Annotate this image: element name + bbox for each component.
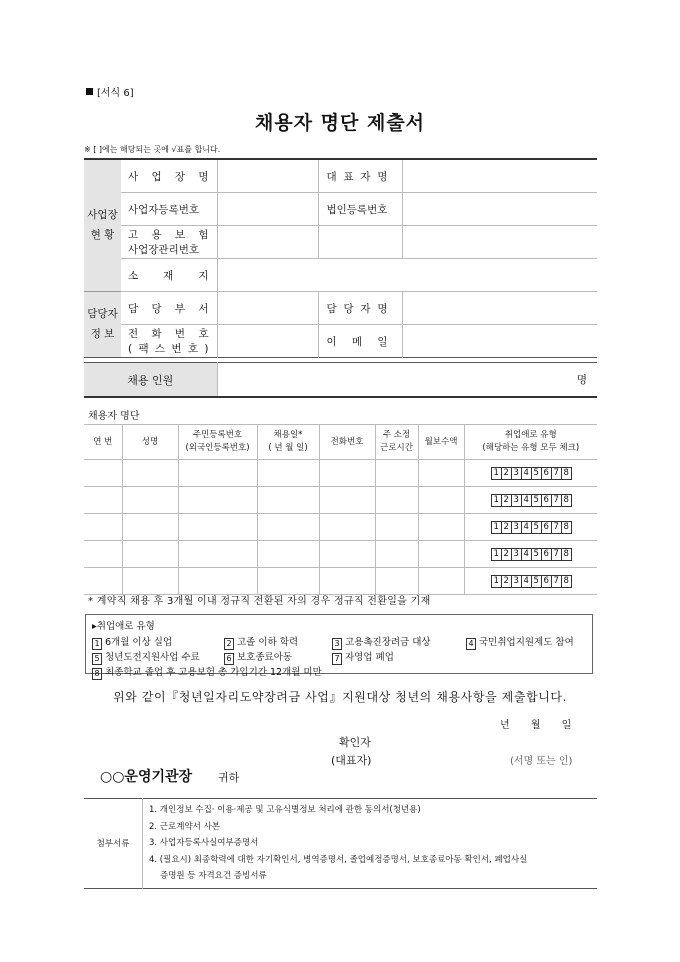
type-item: 1 6개월 이상 실업 xyxy=(92,634,172,650)
type-checkbox[interactable]: 6 xyxy=(541,521,552,534)
attachment-item: 1. 개인정보 수집· 이용·제공 및 고유식별정보 처리에 관한 동의서(청년용) xyxy=(149,805,421,815)
address-label: 소 재 지 xyxy=(121,259,217,292)
list-cell[interactable] xyxy=(418,460,464,487)
header-monthly-pay: 월보수액 xyxy=(418,425,464,460)
attachments-table xyxy=(84,798,597,889)
recipient: ○○운영기관장 xyxy=(100,769,193,785)
list-cell[interactable] xyxy=(84,460,122,487)
type-checkbox-cell[interactable] xyxy=(464,487,597,514)
type-item: 7 자영업 폐업 xyxy=(332,649,394,665)
phone-fax-field[interactable] xyxy=(217,325,318,358)
ceo-name-field[interactable] xyxy=(402,159,597,193)
header-serial: 연 번 xyxy=(84,425,122,460)
list-cell[interactable] xyxy=(319,568,375,595)
table-row xyxy=(84,514,597,541)
list-cell[interactable] xyxy=(122,487,178,514)
department-label: 담 당 부 서 xyxy=(121,292,217,325)
type-checkbox[interactable]: 4 xyxy=(521,575,532,588)
type-checkbox[interactable]: 2 xyxy=(501,548,512,561)
type-checkbox[interactable]: 5 xyxy=(531,467,542,480)
confirmer-label: 확인자 xyxy=(339,736,371,749)
attachment-item: 4. (필요시) 최종학력에 대한 자기확인서, 병역증명서, 졸업예정증명서, 보호종료아동 확인서, 폐업사실 xyxy=(149,854,528,865)
type-checkbox[interactable]: 3 xyxy=(511,575,522,588)
list-cell[interactable] xyxy=(319,460,375,487)
type-checkbox[interactable]: 7 xyxy=(551,467,562,480)
insurance-mgmt-no-field[interactable] xyxy=(217,226,318,259)
list-cell[interactable] xyxy=(257,568,319,595)
email-field[interactable] xyxy=(402,325,597,358)
type-checkbox[interactable]: 2 xyxy=(501,467,512,480)
email-label: 이 메 일 xyxy=(318,325,402,358)
business-name-field[interactable] xyxy=(217,159,318,193)
type-checkbox[interactable]: 8 xyxy=(561,467,572,480)
hire-count-unit: 명 xyxy=(576,374,587,386)
list-cell[interactable] xyxy=(84,568,122,595)
type-item: 8 최종학교 졸업 후 고용보험 총 가입기간 12개월 미만 xyxy=(92,664,322,680)
type-item: 2 고졸 이하 학력 xyxy=(224,634,298,650)
type-checkbox[interactable]: 5 xyxy=(531,575,542,588)
list-cell[interactable] xyxy=(418,487,464,514)
type-checkbox[interactable]: 8 xyxy=(561,548,572,561)
list-cell[interactable] xyxy=(375,460,418,487)
table-row xyxy=(84,460,597,487)
type-checkbox[interactable]: 5 xyxy=(531,494,542,507)
type-checkbox[interactable]: 6 xyxy=(541,575,552,588)
type-checkbox[interactable]: 5 xyxy=(531,521,542,534)
type-checkbox[interactable]: 4 xyxy=(521,494,532,507)
list-cell[interactable] xyxy=(122,460,178,487)
type-checkbox[interactable]: 8 xyxy=(561,494,572,507)
list-cell[interactable] xyxy=(375,514,418,541)
type-checkbox[interactable]: 8 xyxy=(561,521,572,534)
business-reg-no-field[interactable] xyxy=(217,193,318,226)
type-checkbox[interactable]: 2 xyxy=(501,494,512,507)
corp-reg-no-field[interactable] xyxy=(402,193,597,226)
table-row xyxy=(84,541,597,568)
type-checkbox-cell[interactable] xyxy=(464,460,597,487)
list-cell[interactable] xyxy=(178,460,257,487)
type-checkbox[interactable]: 4 xyxy=(521,521,532,534)
list-cell[interactable] xyxy=(122,514,178,541)
type-checkbox[interactable]: 7 xyxy=(551,521,562,534)
hire-list-table xyxy=(84,424,597,595)
type-item: 6 보호종료아동 xyxy=(224,649,292,665)
empty-cell xyxy=(318,226,402,259)
list-cell[interactable] xyxy=(257,487,319,514)
list-cell[interactable] xyxy=(257,541,319,568)
type-checkbox[interactable]: 5 xyxy=(531,548,542,561)
list-cell[interactable] xyxy=(84,487,122,514)
form-number xyxy=(86,84,134,99)
type-checkbox[interactable]: 4 xyxy=(521,548,532,561)
business-reg-no-label: 사업자등록번호 xyxy=(121,193,217,226)
list-cell[interactable] xyxy=(375,487,418,514)
manager-name-label: 담 당 자 명 xyxy=(318,292,402,325)
list-cell[interactable] xyxy=(418,541,464,568)
list-cell[interactable] xyxy=(122,568,178,595)
list-cell[interactable] xyxy=(178,487,257,514)
type-checkbox[interactable]: 1 xyxy=(491,494,502,507)
list-cell[interactable] xyxy=(122,541,178,568)
header-difficulty-type: 취업애로 유형 (해당하는 유형 모두 체크) xyxy=(464,425,597,460)
type-checkbox[interactable]: 7 xyxy=(551,494,562,507)
type-checkbox[interactable]: 7 xyxy=(551,575,562,588)
type-item: 3 고용촉진장려금 대상 xyxy=(332,634,431,650)
list-cell[interactable] xyxy=(84,514,122,541)
form-number-text: [서식 6] xyxy=(97,88,134,99)
attachments-list xyxy=(143,799,598,889)
type-checkbox-cell[interactable] xyxy=(464,541,597,568)
type-checkboxes[interactable] xyxy=(491,494,571,507)
type-checkbox[interactable]: 1 xyxy=(491,467,502,480)
header-phone: 전화번호 xyxy=(319,425,375,460)
table-row xyxy=(84,568,597,595)
type-checkbox[interactable]: 8 xyxy=(561,575,572,588)
hire-count-label: 채용 인원 xyxy=(84,363,217,398)
page-title: 채용자 명단 제출서 xyxy=(254,112,426,134)
type-item: 4 국민취업지원제도 참여 xyxy=(466,634,574,650)
phone-fax-label: 전 화 번 호 ( 팩 스 번 호 ) xyxy=(121,325,217,358)
header-hire-date: 채용일* ( 년 월 일) xyxy=(257,425,319,460)
list-cell[interactable] xyxy=(257,514,319,541)
type-checkboxes[interactable] xyxy=(491,548,571,561)
attachment-item: 증명원 등 자격요건 증빙서류 xyxy=(160,871,267,881)
type-checkbox-cell[interactable] xyxy=(464,568,597,595)
address-field[interactable] xyxy=(217,259,597,292)
header-resident-no: 주민등록번호 (외국인등록번호) xyxy=(178,425,257,460)
list-cell[interactable] xyxy=(319,541,375,568)
workplace-group-label: 사업장 현 황 xyxy=(84,159,121,292)
attachments-label: 첨부서류 xyxy=(84,799,143,889)
type-checkbox-cell[interactable] xyxy=(464,514,597,541)
type-heading: ▸취업애로 유형 xyxy=(92,621,155,632)
header-work-hours: 주 소정 근로시간 xyxy=(375,425,418,460)
list-cell[interactable] xyxy=(418,514,464,541)
business-name-label: 사 업 장 명 xyxy=(128,170,209,183)
list-cell[interactable] xyxy=(257,460,319,487)
footnote: * 계약직 채용 후 3개월 이내 정규직 전환된 자의 경우 정규직 전환일을 기재 xyxy=(88,596,431,607)
type-checkbox[interactable]: 3 xyxy=(511,521,522,534)
difficulty-type-box xyxy=(85,614,593,678)
check-note: ※ [ ]에는 해당되는 곳에 √표를 합니다. xyxy=(84,145,221,154)
attachment-item: 3. 사업자등록사실여부증명서 xyxy=(149,838,259,848)
corp-reg-no-label: 법인등록번호 xyxy=(318,193,402,226)
workplace-info-table xyxy=(84,158,597,358)
type-checkboxes[interactable] xyxy=(491,467,571,480)
type-checkbox[interactable]: 3 xyxy=(511,548,522,561)
type-checkbox[interactable]: 6 xyxy=(541,467,552,480)
list-cell[interactable] xyxy=(178,541,257,568)
type-checkboxes[interactable] xyxy=(491,521,571,534)
type-checkbox[interactable]: 2 xyxy=(501,521,512,534)
type-checkbox[interactable]: 4 xyxy=(521,467,532,480)
type-checkbox[interactable]: 3 xyxy=(511,494,522,507)
table-row xyxy=(84,487,597,514)
empty-cell xyxy=(402,226,597,259)
list-cell[interactable] xyxy=(319,487,375,514)
manager-group-label: 담당자 정 보 xyxy=(84,292,121,358)
list-cell[interactable] xyxy=(319,514,375,541)
hire-count-field[interactable] xyxy=(217,363,597,398)
hire-count-table xyxy=(84,362,597,398)
list-cell[interactable] xyxy=(375,568,418,595)
representative-label: (대표자) xyxy=(331,754,372,767)
list-cell[interactable] xyxy=(178,568,257,595)
square-bullet-icon xyxy=(86,88,93,95)
type-item: 5 청년도전지원사업 수료 xyxy=(92,649,200,665)
date-line[interactable]: 년 월 일 xyxy=(500,720,572,731)
type-checkbox[interactable]: 6 xyxy=(541,494,552,507)
header-name: 성명 xyxy=(122,425,178,460)
list-cell[interactable] xyxy=(178,514,257,541)
manager-name-field[interactable] xyxy=(402,292,597,325)
list-cell[interactable] xyxy=(84,541,122,568)
type-checkbox[interactable]: 6 xyxy=(541,548,552,561)
list-cell[interactable] xyxy=(375,541,418,568)
department-field[interactable] xyxy=(217,292,318,325)
type-checkboxes[interactable] xyxy=(491,575,571,588)
insurance-mgmt-no-label: 고 용 보 험 사업장관리번호 xyxy=(121,226,217,259)
type-checkbox[interactable]: 1 xyxy=(491,548,502,561)
type-checkbox[interactable]: 2 xyxy=(501,575,512,588)
list-cell[interactable] xyxy=(418,568,464,595)
attachment-item: 2. 근로계약서 사본 xyxy=(149,821,220,832)
list-title: 채용자 명단 xyxy=(88,411,140,422)
type-checkbox[interactable]: 3 xyxy=(511,467,522,480)
type-checkbox[interactable]: 1 xyxy=(491,575,502,588)
type-checkbox[interactable]: 1 xyxy=(491,521,502,534)
signature-field[interactable]: (서명 또는 인) xyxy=(510,756,573,767)
honorific: 귀하 xyxy=(218,771,240,784)
ceo-name-label: 대 표 자 명 xyxy=(318,159,402,193)
type-checkbox[interactable]: 7 xyxy=(551,548,562,561)
declaration: 위와 같이『청년일자리도약장려금 사업』지원대상 청년의 채용사항을 제출합니다. xyxy=(112,690,568,704)
